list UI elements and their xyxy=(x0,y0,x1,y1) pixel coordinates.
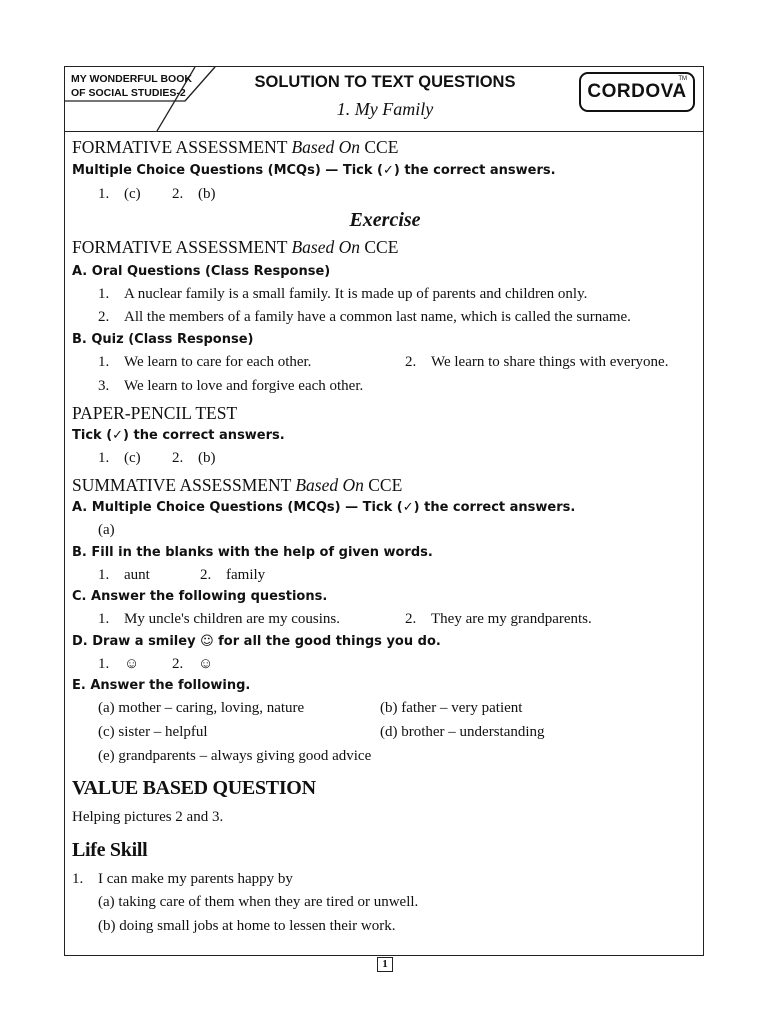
page-header xyxy=(65,67,703,132)
answer-question-2: 2. They are my grandparents. xyxy=(405,611,592,627)
oral-answer-1: 1. A nuclear family is a small family. It is made up of parents and children only. xyxy=(98,286,588,302)
answer-following-e: (e) grandparents – always giving good advice xyxy=(98,748,372,764)
exercise-heading: Exercise xyxy=(349,209,421,231)
summative-mcq-label: A. Multiple Choice Questions (MCQs) — Tick (✓) the correct answers. xyxy=(72,500,576,515)
summative-mcq-answer: (a) xyxy=(98,522,115,538)
smiley-label: D. Draw a smiley ☺ for all the good things you do. xyxy=(72,634,441,649)
solution-title: SOLUTION TO TEXT QUESTIONS xyxy=(254,73,516,91)
life-skill-sub-a: (a) taking care of them when they are tired or unwell. xyxy=(98,894,419,910)
smiley-answers: 1. ☺ 2. ☺ xyxy=(98,656,214,672)
cordova-logo xyxy=(579,72,695,112)
mcq-instruction-1: Multiple Choice Questions (MCQs) — Tick (✓) the correct answers. xyxy=(72,163,556,178)
paper-pencil-answers: 1. (c) 2. (b) xyxy=(98,450,216,466)
book-title xyxy=(71,72,192,100)
chapter-title: 1. My Family xyxy=(336,99,434,119)
summative-heading: SUMMATIVE ASSESSMENT Based On CCE xyxy=(72,475,403,495)
book-title-line1: MY WONDERFUL BOOK xyxy=(71,73,192,85)
oral-questions-label: A. Oral Questions (Class Response) xyxy=(72,264,331,279)
answer-question-1: 1. My uncle's children are my cousins. xyxy=(98,611,340,627)
fill-blanks-answers: 1. aunt 2. family xyxy=(98,567,266,583)
life-skill-heading: Life Skill xyxy=(72,839,148,861)
value-based-answer: Helping pictures 2 and 3. xyxy=(72,809,224,825)
quiz-answer-1: 1. We learn to care for each other. xyxy=(98,354,312,370)
mcq-answers-1: 1. (c) 2. (b) xyxy=(98,186,216,202)
answer-following-b: (b) father – very patient xyxy=(380,700,523,716)
formative-heading-2: FORMATIVE ASSESSMENT Based On CCE xyxy=(72,237,399,257)
quiz-answer-3: 3. We learn to love and forgive each other. xyxy=(98,378,364,394)
logo-trademark: TM xyxy=(678,76,687,82)
logo-text: CORDOVA xyxy=(587,81,687,102)
fill-blanks-label: B. Fill in the blanks with the help of given words. xyxy=(72,545,433,560)
paper-pencil-instruction: Tick (✓) the correct answers. xyxy=(72,428,285,443)
answer-following-label: E. Answer the following. xyxy=(72,678,251,693)
answer-following-d: (d) brother – understanding xyxy=(380,724,545,740)
life-skill-item: 1. I can make my parents happy by xyxy=(72,871,293,887)
paper-pencil-heading: PAPER-PENCIL TEST xyxy=(72,403,238,423)
answer-questions-label: C. Answer the following questions. xyxy=(72,589,328,604)
quiz-label: B. Quiz (Class Response) xyxy=(72,332,254,347)
quiz-answer-2: 2. We learn to share things with everyone. xyxy=(405,354,669,370)
page-number: 1 xyxy=(377,957,393,972)
book-title-line2: OF SOCIAL STUDIES-2 xyxy=(71,87,186,99)
page-frame xyxy=(64,66,704,956)
life-skill-sub-b: (b) doing small jobs at home to lessen their work. xyxy=(98,918,396,934)
formative-heading-1: FORMATIVE ASSESSMENT Based On CCE xyxy=(72,137,399,157)
answer-following-a: (a) mother – caring, loving, nature xyxy=(98,700,305,716)
value-based-heading: VALUE BASED QUESTION xyxy=(72,777,316,799)
answer-following-c: (c) sister – helpful xyxy=(98,724,208,740)
oral-answer-2: 2. All the members of a family have a common last name, which is called the surname. xyxy=(98,309,631,325)
